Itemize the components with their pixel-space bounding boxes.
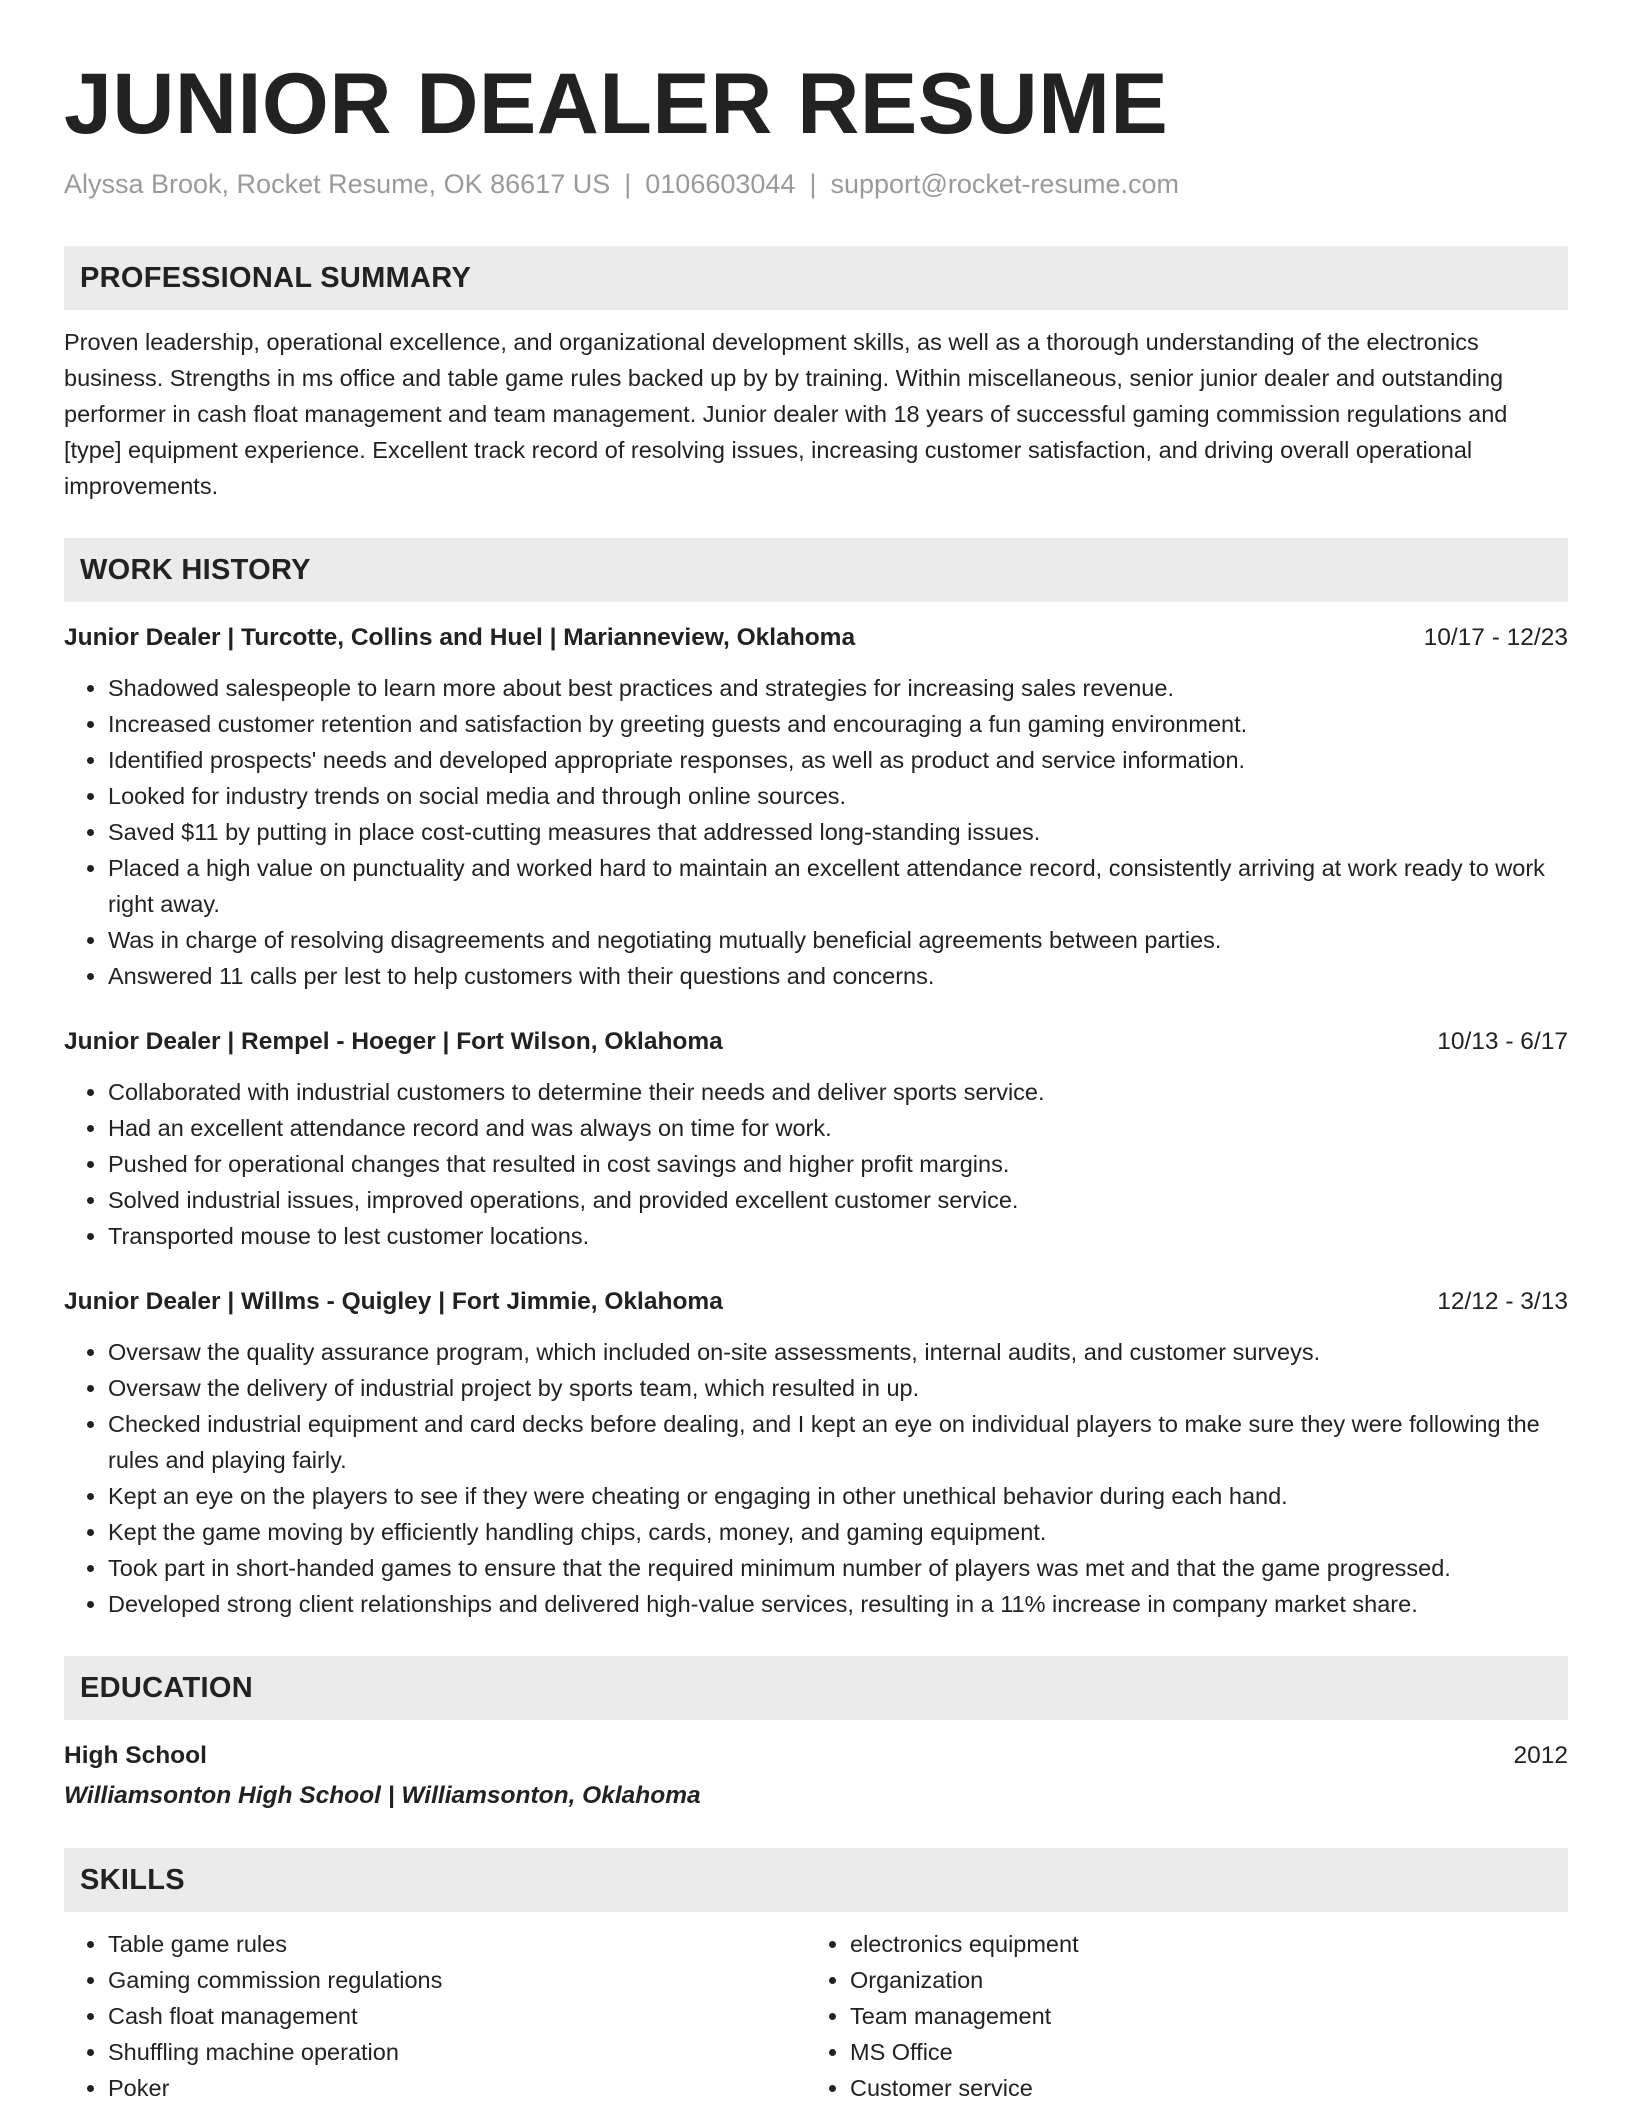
education-header bbox=[64, 1738, 1568, 1774]
job-bullet: • Shadowed salespeople to learn more about best practices and strategies for increasing sales revenue. bbox=[108, 670, 1568, 706]
job-bullet: • Answered 11 calls per lest to help customers with their questions and concerns. bbox=[108, 958, 1568, 994]
job-title: Junior Dealer | Rempel - Hoeger | Fort Wilson, Oklahoma bbox=[64, 1028, 723, 1055]
contact-line bbox=[64, 166, 1568, 202]
skills-list bbox=[64, 1926, 1568, 2106]
job-title: Junior Dealer | Turcotte, Collins and Huel | Marianneview, Oklahoma bbox=[64, 624, 856, 651]
page-title: JUNIOR DEALER RESUME bbox=[64, 56, 1169, 152]
section-header-skills: SKILLS bbox=[64, 1848, 1568, 1912]
section-header-education: EDUCATION bbox=[64, 1656, 1568, 1720]
job-bullet: • Kept an eye on the players to see if they were cheating or engaging in other unethical behavior during each hand. bbox=[108, 1478, 1568, 1514]
skill-item: • Poker bbox=[108, 2070, 806, 2106]
job-entry bbox=[64, 1284, 1568, 1622]
skill-item: • Shuffling machine operation bbox=[108, 2034, 806, 2070]
job-header bbox=[64, 1024, 1568, 1060]
job-header bbox=[64, 1284, 1568, 1320]
job-bullet: • Placed a high value on punctuality and worked hard to maintain an excellent attendance record, consistently arriving at work ready to work right away. bbox=[108, 850, 1568, 922]
skill-item: • Team management bbox=[850, 1998, 1548, 2034]
education-degree: High School bbox=[64, 1742, 207, 1769]
education-year: 2012 bbox=[1513, 1742, 1568, 1769]
job-header bbox=[64, 620, 1568, 656]
job-bullet: • Increased customer retention and satisfaction by greeting guests and encouraging a fun gaming environment. bbox=[108, 706, 1568, 742]
skill-item: • Gaming commission regulations bbox=[108, 1962, 806, 1998]
job-bullets bbox=[64, 1334, 1568, 1622]
job-bullet: • Looked for industry trends on social media and through online sources. bbox=[108, 778, 1568, 814]
job-dates: 10/17 - 12/23 bbox=[1423, 624, 1568, 651]
job-bullet: • Oversaw the delivery of industrial project by sports team, which resulted in up. bbox=[108, 1370, 1568, 1406]
resume-page bbox=[64, 0, 1568, 2106]
job-bullet: • Developed strong client relationships and delivered high-value services, resulting in a 11% increase in company market share. bbox=[108, 1586, 1568, 1622]
section-header-summary: PROFESSIONAL SUMMARY bbox=[64, 246, 1568, 310]
contact-separator: | bbox=[624, 169, 632, 199]
job-dates: 12/12 - 3/13 bbox=[1437, 1288, 1568, 1315]
job-bullet: • Had an excellent attendance record and was always on time for work. bbox=[108, 1110, 1568, 1146]
skill-item: • Organization bbox=[850, 1962, 1548, 1998]
job-bullet: • Collaborated with industrial customers to determine their needs and deliver sports service. bbox=[108, 1074, 1568, 1110]
skills-column-left bbox=[64, 1926, 806, 2106]
skill-item: • Table game rules bbox=[108, 1926, 806, 1962]
job-bullet: • Oversaw the quality assurance program, which included on-site assessments, internal audits, and customer surveys. bbox=[108, 1334, 1568, 1370]
job-bullets bbox=[64, 1074, 1568, 1254]
section-header-work-history: WORK HISTORY bbox=[64, 538, 1568, 602]
skill-item: • electronics equipment bbox=[850, 1926, 1548, 1962]
job-bullet: • Transported mouse to lest customer locations. bbox=[108, 1218, 1568, 1254]
contact-email: support@rocket-resume.com bbox=[830, 169, 1179, 199]
job-bullet: • Was in charge of resolving disagreements and negotiating mutually beneficial agreements between parties. bbox=[108, 922, 1568, 958]
contact-separator: | bbox=[809, 169, 817, 199]
skill-item: • MS Office bbox=[850, 2034, 1548, 2070]
summary-text: Proven leadership, operational excellence, and organizational development skills, as well as a thorough understanding of the electronics business. Strengths in ms office and table game rules backed up by by training. Within miscellaneous, senior junior dealer and outstanding performer in cash float management and team management. Junior dealer with 18 years of successful gaming commission regulations and [type] equipment experience. Excellent track record of resolving issues, increasing customer satisfaction, and driving overall operational improvements. bbox=[64, 329, 1508, 499]
job-title: Junior Dealer | Willms - Quigley | Fort Jimmie, Oklahoma bbox=[64, 1288, 723, 1315]
skill-item: • Customer service bbox=[850, 2070, 1548, 2106]
contact-phone: 0106603044 bbox=[645, 169, 796, 199]
job-bullet: • Checked industrial equipment and card decks before dealing, and I kept an eye on individual players to make sure they were following the rules and playing fairly. bbox=[108, 1406, 1568, 1478]
job-bullet: • Kept the game moving by efficiently handling chips, cards, money, and gaming equipment. bbox=[108, 1514, 1568, 1550]
skills-column-right bbox=[806, 1926, 1548, 2106]
job-bullet: • Pushed for operational changes that resulted in cost savings and higher profit margins. bbox=[108, 1146, 1568, 1182]
job-bullets bbox=[64, 670, 1568, 994]
job-bullet: • Took part in short-handed games to ensure that the required minimum number of players was met and that the game progressed. bbox=[108, 1550, 1568, 1586]
job-bullet: • Identified prospects' needs and developed appropriate responses, as well as product and service information. bbox=[108, 742, 1568, 778]
contact-address: Alyssa Brook, Rocket Resume, OK 86617 US bbox=[64, 169, 611, 199]
job-bullet: • Saved $11 by putting in place cost-cutting measures that addressed long-standing issues. bbox=[108, 814, 1568, 850]
skill-item: • Cash float management bbox=[108, 1998, 806, 2034]
job-entry bbox=[64, 620, 1568, 994]
job-entry bbox=[64, 1024, 1568, 1254]
job-dates: 10/13 - 6/17 bbox=[1437, 1028, 1568, 1055]
education-school: Williamsonton High School | Williamsonton, Oklahoma bbox=[64, 1782, 701, 1809]
job-bullet: • Solved industrial issues, improved operations, and provided excellent customer service. bbox=[108, 1182, 1568, 1218]
